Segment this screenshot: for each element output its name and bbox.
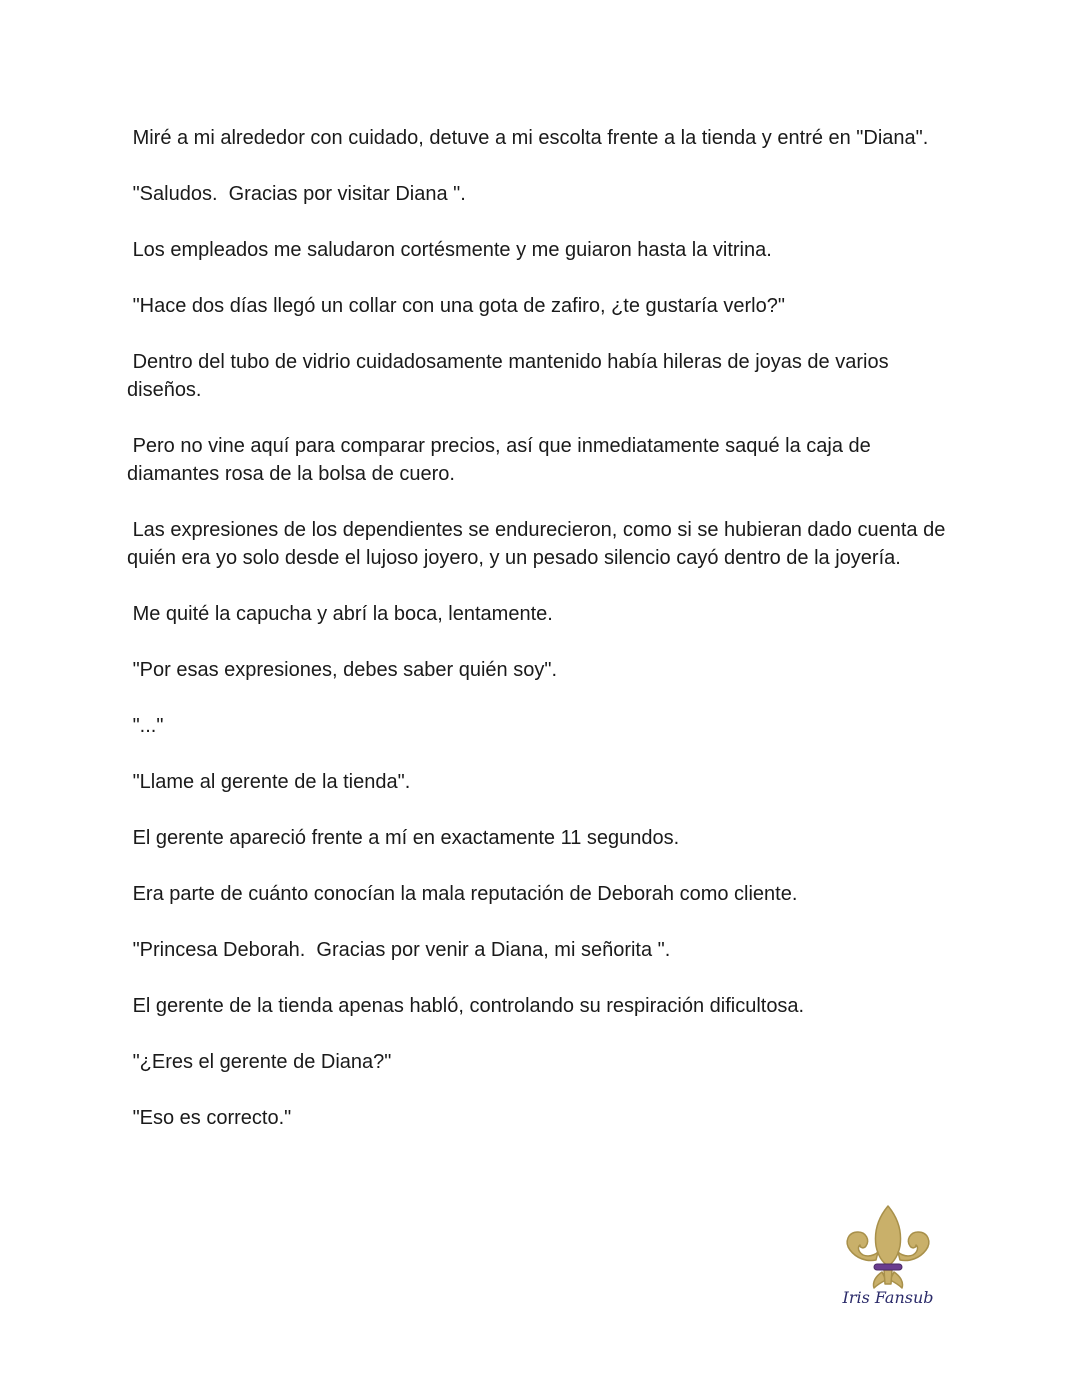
paragraph: "Llame al gerente de la tienda". — [127, 771, 411, 793]
paragraph: Los empleados me saludaron cortésmente y me guiaron hasta la vitrina. — [127, 239, 772, 261]
paragraph: "Eso es correcto." — [127, 1107, 292, 1129]
paragraph: Las expresiones de los dependientes se endurecieron, como si se hubieran dado cuenta de quién era yo solo desde el lujoso joyero, y un pesado silencio cayó dentro de la joyería. — [127, 519, 951, 569]
paragraph: "¿Eres el gerente de Diana?" — [127, 1051, 392, 1073]
paragraph: "Saludos. Gracias por visitar Diana ". — [127, 183, 466, 205]
paragraph: "..." — [127, 715, 164, 737]
paragraph: Me quité la capucha y abrí la boca, lentamente. — [127, 603, 553, 625]
paragraph: "Hace dos días llegó un collar con una gota de zafiro, ¿te gustaría verlo?" — [127, 295, 785, 317]
paragraph: Era parte de cuánto conocían la mala reputación de Deborah como cliente. — [127, 883, 798, 905]
paragraph: "Por esas expresiones, debes saber quién soy". — [127, 659, 558, 681]
paragraph: Pero no vine aquí para comparar precios, así que inmediatamente saqué la caja de diamantes rosa de la bolsa de cuero. — [127, 435, 877, 485]
logo-caption: Iris Fansub — [842, 1288, 934, 1307]
paragraph: Dentro del tubo de vidrio cuidadosamente mantenido había hileras de joyas de varios diseños. — [127, 351, 895, 401]
iris-fansub-logo — [838, 1202, 938, 1314]
paragraph: Miré a mi alrededor con cuidado, detuve a mi escolta frente a la tienda y entré en "Diana". — [127, 127, 929, 149]
text-body — [127, 124, 957, 1160]
paragraph: El gerente de la tienda apenas habló, controlando su respiración dificultosa. — [127, 995, 805, 1017]
fleur-de-lis-icon — [838, 1202, 938, 1292]
paragraph: El gerente apareció frente a mí en exactamente 11 segundos. — [127, 827, 680, 849]
paragraph: "Princesa Deborah. Gracias por venir a Diana, mi señorita ". — [127, 939, 671, 961]
